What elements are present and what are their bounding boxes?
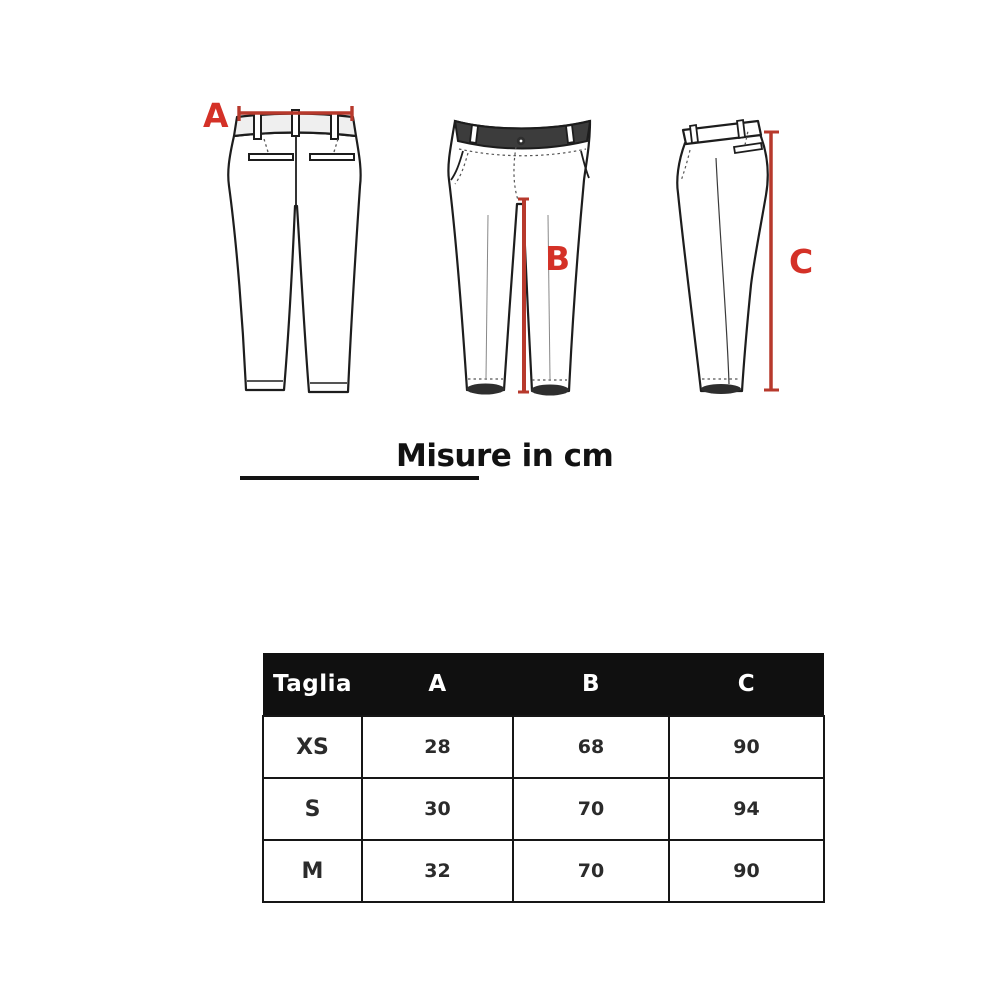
value-cell-c: 94	[669, 778, 824, 840]
header-cell-taglia: Taglia	[263, 653, 362, 716]
hem-left	[467, 384, 505, 395]
measure-label-a: A	[203, 96, 229, 135]
value-cell-a: 30	[362, 778, 513, 840]
size-cell: XS	[263, 716, 362, 778]
measure-label-b: B	[545, 239, 571, 278]
value-cell-b: 68	[513, 716, 669, 778]
value-cell-c: 90	[669, 840, 824, 902]
side-hem	[701, 384, 741, 394]
back-pocket-left	[249, 154, 293, 160]
value-cell-b: 70	[513, 778, 669, 840]
header-cell-a: A	[362, 653, 513, 716]
value-cell-b: 70	[513, 840, 669, 902]
value-cell-c: 90	[669, 716, 824, 778]
pants-side-view	[677, 120, 768, 394]
size-cell: S	[263, 778, 362, 840]
measure-label-c: C	[789, 242, 814, 281]
value-cell-a: 32	[362, 840, 513, 902]
value-cell-a: 28	[362, 716, 513, 778]
back-pocket-right	[310, 154, 354, 160]
caption-title: Misure in cm	[396, 438, 614, 474]
hem-right	[531, 385, 569, 396]
size-table	[262, 653, 825, 903]
pants-back-view	[228, 110, 360, 392]
header-cell-c: C	[669, 653, 824, 716]
header-cell-b: B	[513, 653, 669, 716]
size-cell: M	[263, 840, 362, 902]
table-row-s	[263, 778, 824, 840]
size-table-header-row	[263, 653, 824, 716]
table-row-m	[263, 840, 824, 902]
caption-underline	[240, 476, 479, 480]
pants-measurement-diagram	[0, 0, 1000, 430]
table-row-xs	[263, 716, 824, 778]
